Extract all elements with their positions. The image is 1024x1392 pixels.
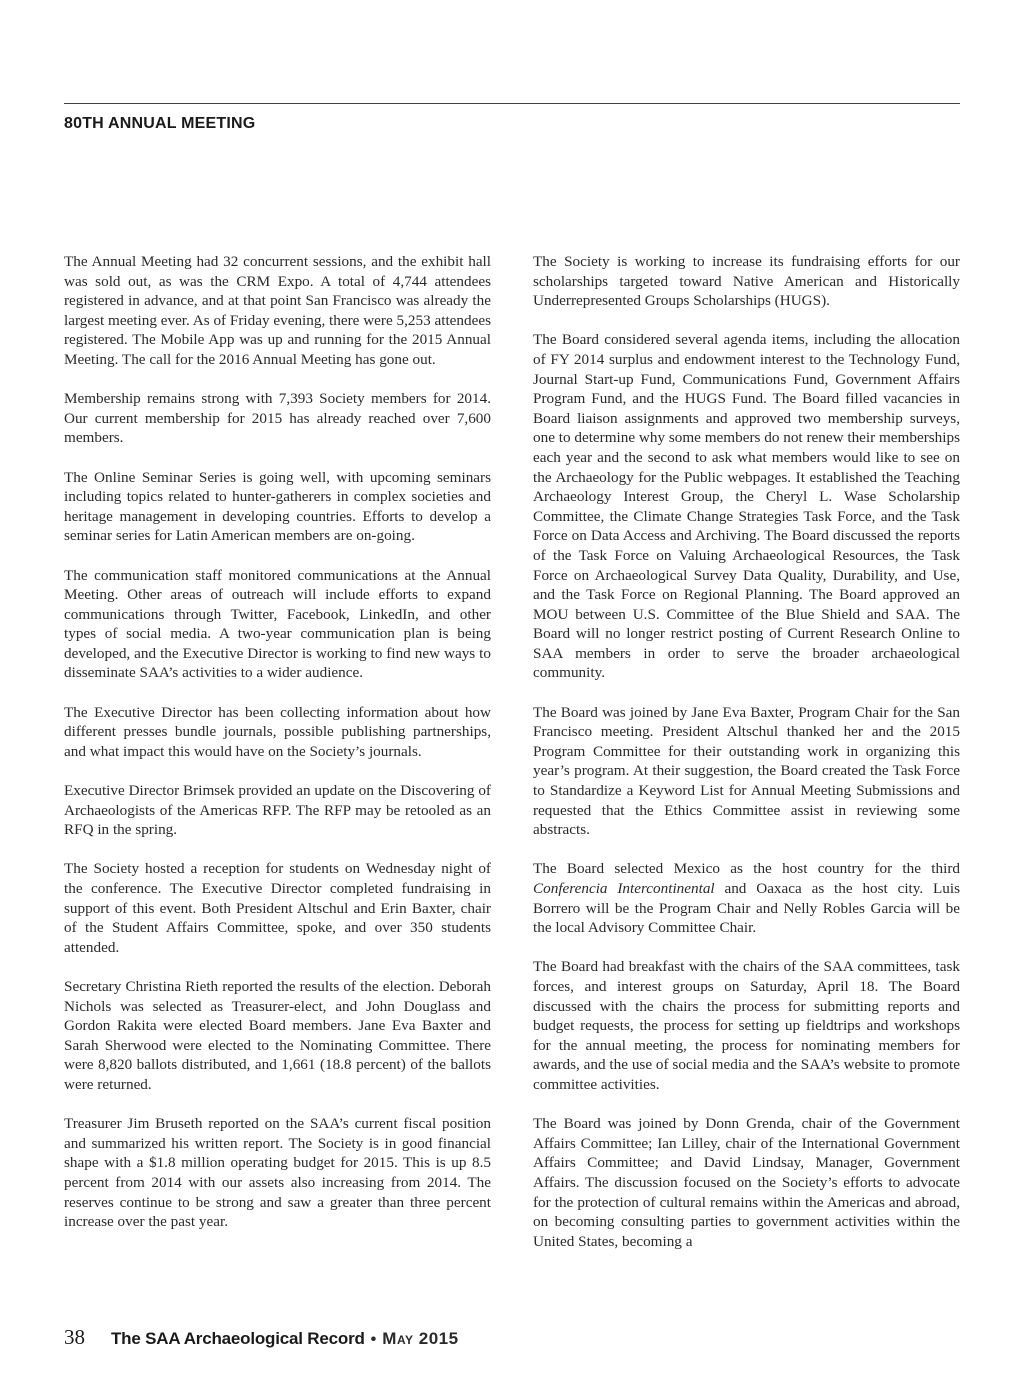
paragraph-agenda-items: The Board considered several agenda items, including the allocation of FY 2014 surplus and endowment interest to the Technology Fund, Journal Start-up Fund, Communications Fund, Government Affairs Program Fund, and the HUGS Fund. The Board filled vacancies in Board liaison assignments and approved two membership surveys, one to determine why some members do not renew their memberships each year and the second to ask what members would like to see on the Archaeology for the Public webpages. It established the Teaching Archaeology Interest Group, the Cheryl L. Wase Scholarship Committee, the Climate Change Strategies Task Force, and the Task Force on Data Access and Archiving. The Board discussed the reports of the Task Force on Valuing Archaeological Resources, the Task Force on Archaeological Survey Data Quality, Durability, and Use, and the Task Force on Regional Planning. The Board approved an MOU between U.S. Committee of the Blue Shield and SAA. The Board will no longer restrict posting of Current Research Online to SAA members in order to serve the broader archaeological community. xyxy=(533,331,960,682)
paragraph-host-country xyxy=(533,859,960,937)
paragraph-election: Secretary Christina Rieth reported the results of the election. Deborah Nichols was selected as Treasurer-elect, and John Douglass and Gordon Rakita were elected Board members. Jane Eva Baxter and Sarah Sherwood were elected to the Nominating Committee. There were 8,820 ballots distributed, and 1,661 (18.8 percent) of the ballots were returned. xyxy=(64,977,491,1093)
issue-date: May 2015 xyxy=(382,1329,459,1348)
header-rule xyxy=(64,103,960,104)
paragraph-membership: Membership remains strong with 7,393 Society members for 2014. Our current membership for 2015 has already reached over 7,600 members. xyxy=(64,390,491,447)
host-country-text-end: and Oaxaca as the host city. Luis Borrero will be the Program Chair and Nelly Robles Garcia will be the local Advisory Committee Chair. xyxy=(533,880,960,937)
page-footer xyxy=(64,1325,459,1350)
left-column xyxy=(64,252,491,1251)
paragraph-rfp: Executive Director Brimsek provided an update on the Discovering of Archaeologists of the Americas RFP. The RFP may be retooled as an RFQ in the spring. xyxy=(64,782,491,839)
paragraph-program-chair: The Board was joined by Jane Eva Baxter, Program Chair for the San Francisco meeting. President Altschul thanked her and the 2015 Program Committee for their outstanding work in organizing this year’s program. At their suggestion, the Board created the Task Force to Standardize a Keyword List for Annual Meeting Submissions and requested that the Ethics Committee assist in reviewing some abstracts. xyxy=(533,703,960,839)
footer-separator: • xyxy=(370,1331,377,1348)
right-column xyxy=(533,252,960,1271)
page-number: 38 xyxy=(64,1325,85,1349)
paragraph-communication: The communication staff monitored communications at the Annual Meeting. Other areas of outreach will include efforts to expand communications through Twitter, Facebook, LinkedIn, and other types of social media. A two-year communication plan is being developed, and the Executive Director is working to find new ways to disseminate SAA’s activities to a wider audience. xyxy=(64,566,491,682)
paragraph-journals: The Executive Director has been collecting information about how different presses bundle journals, possible publishing partnerships, and what impact this would have on the Society’s journals. xyxy=(64,703,491,760)
conference-name: Conferencia Intercontinental xyxy=(533,880,715,897)
paragraph-student-reception: The Society hosted a reception for students on Wednesday night of the conference. The Executive Director completed fundraising in support of this event. Both President Altschul and Erin Baxter, chair of the Student Affairs Committee, spoke, and over 350 students attended. xyxy=(64,860,491,956)
paragraph-committee-breakfast: The Board had breakfast with the chairs of the SAA committees, task forces, and interest groups on Saturday, April 18. The Board discussed with the chairs the process for submitting reports and budget requests, the process for setting up fieldtrips and workshops for the annual meeting, the process for nominating members for awards, and the use of social media and the SAA’s website to promote committee activities. xyxy=(533,958,960,1093)
paragraph-government-affairs: The Board was joined by Donn Grenda, chair of the Government Affairs Committee; Ian Lilley, chair of the International Government Affairs Committee; and David Lindsay, Manager, Government Affairs. The discussion focused on the Society’s efforts to advocate for the protection of cultural remains within the Americas and abroad, on becoming consulting parties to government activities within the United States, becoming a xyxy=(533,1115,960,1250)
section-title: 80TH ANNUAL MEETING xyxy=(64,115,256,132)
publication-title: The SAA Archaeological Record xyxy=(111,1329,365,1348)
host-country-text-start: The Board selected Mexico as the host country for the third xyxy=(533,860,960,878)
paragraph-fundraising: The Society is working to increase its fundraising efforts for our scholarships targeted toward Native American and Historically Underrepresented Groups Scholarships (HUGS). xyxy=(533,253,960,310)
paragraph-annual-meeting: The Annual Meeting had 32 concurrent sessions, and the exhibit hall was sold out, as was the CRM Expo. A total of 4,744 attendees registered in advance, and at that point San Francisco was already the largest meeting ever. As of Friday evening, there were 5,253 attendees registered. The Mobile App was up and running for the 2015 Annual Meeting. The call for the 2016 Annual Meeting has gone out. xyxy=(64,253,491,368)
paragraph-online-seminar: The Online Seminar Series is going well, with upcoming seminars including topics related to hunter-gatherers in complex societies and heritage management in developing countries. Efforts to develop a seminar series for Latin American members are on-going. xyxy=(64,468,491,545)
paragraph-treasurer: Treasurer Jim Bruseth reported on the SAA’s current fiscal position and summarized his written report. The Society is in good financial shape with a $1.8 million operating budget for 2015. This is up 8.5 percent from 2014 with our assets also increasing from 2014. The reserves continue to be strong and saw a greater than three percent increase over the past year. xyxy=(64,1115,491,1231)
